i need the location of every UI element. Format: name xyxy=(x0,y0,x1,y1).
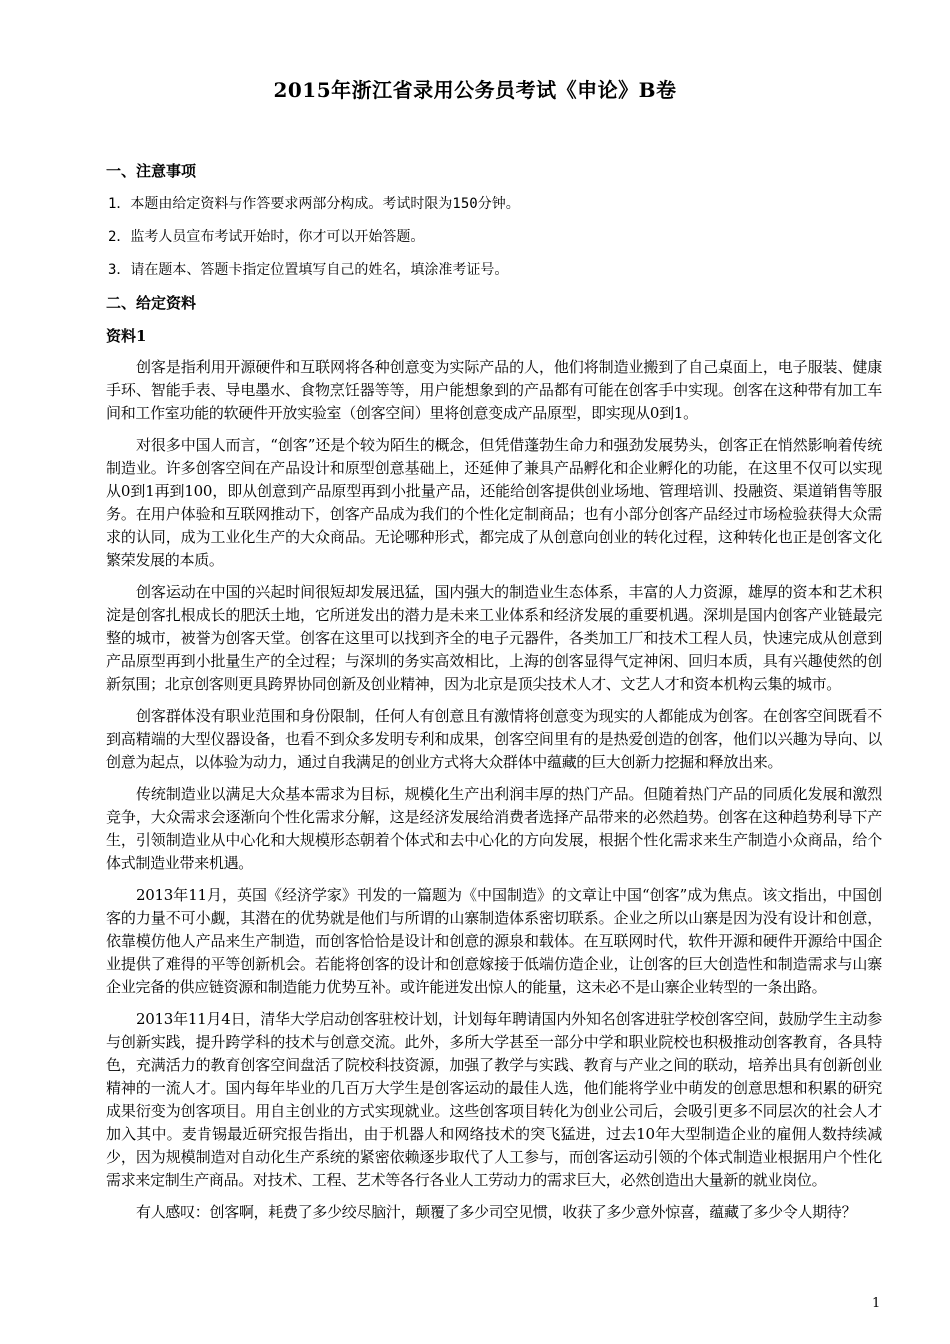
page-number: 1 xyxy=(872,1296,881,1311)
body-paragraph: 2013年11月4日，清华大学启动创客驻校计划，计划每年聘请国内外知名创客进驻学校创客空间，鼓励学生主动参与创新实践，提升跨学科的技术与创意交流。此外，多所大学甚至一部分中学和职业院校也积极推动创客教育，各具特色，充满活力的教育创客空间盘活了院校科技资源，加强了教学与实践、教育与产业之间的联动，培养出具有创新创业精神的一流人才。国内每年毕业的几百万大学生是创客运动的最佳人选，他们能将学业中萌发的创意思想和积累的研究成果衍变为创客项目。用自主创业的方式实现就业。这些创客项目转化为创业公司后，会吸引更多不同层次的社会人才加入其中。麦肯锡最近研究报告指出，由于机器人和网络技术的突飞猛进，过去10年大型制造企业的雇佣人数持续减少，因为规模制造对自动化生产系统的紧密依赖逐步取代了人工参与，而创客运动引领的个体式制造业根据用户个性化需求来定制生产商品。对技术、工程、艺术等各行各业人工劳动力的需求巨大，必然创造出大量新的就业岗位。 xyxy=(106,1010,882,1189)
body-paragraph: 对很多中国人而言，“创客”还是个较为陌生的概念，但凭借蓬勃生命力和强劲发展势头，创客正在悄然影响着传统制造业。许多创客空间在产品设计和原型创意基础上，还延伸了兼具产品孵化和企业孵化的功能，在这里不仅可以实现从0到1再到100，即从创意到产品原型再到小批量产品，还能给创客提供创业场地、管理培训、投融资、渠道销售等服务。在用户体验和互联网推动下，创客产品成为我们的个性化定制商品；也有小部分创客产品经过市场检验获得大众需求的认同，成为工业化生产的大众商品。无论哪种形式，都完成了从创意向创业的转化过程，这种转化也正是创客文化繁荣发展的本质。 xyxy=(106,436,882,569)
body-paragraph: 2013年11月，英国《经济学家》刊发的一篇题为《中国制造》的文章让中国“创客”成为焦点。该文指出，中国创客的力量不可小觑，其潜在的优势就是他们与所谓的山寨制造体系密切联系。企业之所以山寨是因为没有设计和创意，依靠模仿他人产品来生产制造，而创客恰恰是设计和创意的源泉和载体。在互联网时代，软件开源和硬件开源给中国企业提供了难得的平等创新机会。若能将创客的设计和创意嫁接于低端仿造企业，让创客的巨大创造性和制造需求与山寨企业完备的供应链资源和制造能力优势互补。或许能迸发出惊人的能量，这未必不是山寨企业转型的一条出路。 xyxy=(106,886,882,996)
note-item: 1．本题由给定资料与作答要求两部分构成。考试时限为150分钟。 xyxy=(108,196,520,212)
document-body xyxy=(106,160,882,1233)
section-heading-notes: 一、注意事项 xyxy=(106,162,197,180)
body-paragraph: 有人感叹：创客啊，耗费了多少绞尽脑汁，颠覆了多少司空见惯，收获了多少意外惊喜，蕴藏了多少令人期待？ xyxy=(136,1203,857,1221)
note-item: 2．监考人员宣布考试开始时，你才可以开始答题。 xyxy=(108,229,425,245)
material-heading: 资料1 xyxy=(106,327,147,345)
note-item: 3．请在题本、答题卡指定位置填写自己的姓名，填涂准考证号。 xyxy=(108,262,509,278)
body-paragraph: 创客群体没有职业范围和身份限制，任何人有创意且有激情将创意变为现实的人都能成为创客。在创客空间既看不到高精端的大型仪器设备，也看不到众多发明专利和成果，创客空间里有的是热爱创造的创客，他们以兴趣为导向、以创意为起点，以体验为动力，通过自我满足的创业方式将大众群体中蕴藏的巨大创新力挖掘和释放出来。 xyxy=(106,707,882,771)
body-paragraph: 创客是指利用开源硬件和互联网将各种创意变为实际产品的人，他们将制造业搬到了自己桌面上，电子服装、健康手环、智能手表、导电墨水、食物烹饪器等等，用户能想象到的产品都有可能在创客手中实现。创客在这种带有加工车间和工作室功能的软硬件开放实验室（创客空间）里将创意变成产品原型，即实现从0到1。 xyxy=(106,358,882,422)
page-title: 2015年浙江省录用公务员考试《申论》B卷 xyxy=(273,78,677,102)
body-paragraph: 创客运动在中国的兴起时间很短却发展迅猛，国内强大的制造业生态体系，丰富的人力资源，雄厚的资本和艺术积淀是创客扎根成长的肥沃土地，它所迸发出的潜力是未来工业体系和经济发展的重要机遇。深圳是国内创客产业链最完整的城市，被誉为创客天堂。创客在这里可以找到齐全的电子元器件，各类加工厂和技术工程人员，快速完成从创意到产品原型再到小批量生产的全过程；与深圳的务实高效相比，上海的创客显得气定神闲、回归本质，具有兴趣使然的创新氛围；北京创客则更具跨界协同创新及创业精神，因为北京是顶尖技术人才、文艺人才和资本机构云集的城市。 xyxy=(106,583,882,693)
body-paragraph: 传统制造业以满足大众基本需求为目标，规模化生产出利润丰厚的热门产品。但随着热门产品的同质化发展和激烈竞争，大众需求会逐渐向个性化需求分解，这是经济发展给消费者选择产品带来的必然趋势。创客在这种趋势利导下产生，引领制造业从中心化和大规模形态朝着个体式和去中心化的方向发展，根据个性化需求来生产制造小众商品，给个体式制造业带来机遇。 xyxy=(106,785,882,872)
section-heading-materials: 二、给定资料 xyxy=(106,294,197,312)
